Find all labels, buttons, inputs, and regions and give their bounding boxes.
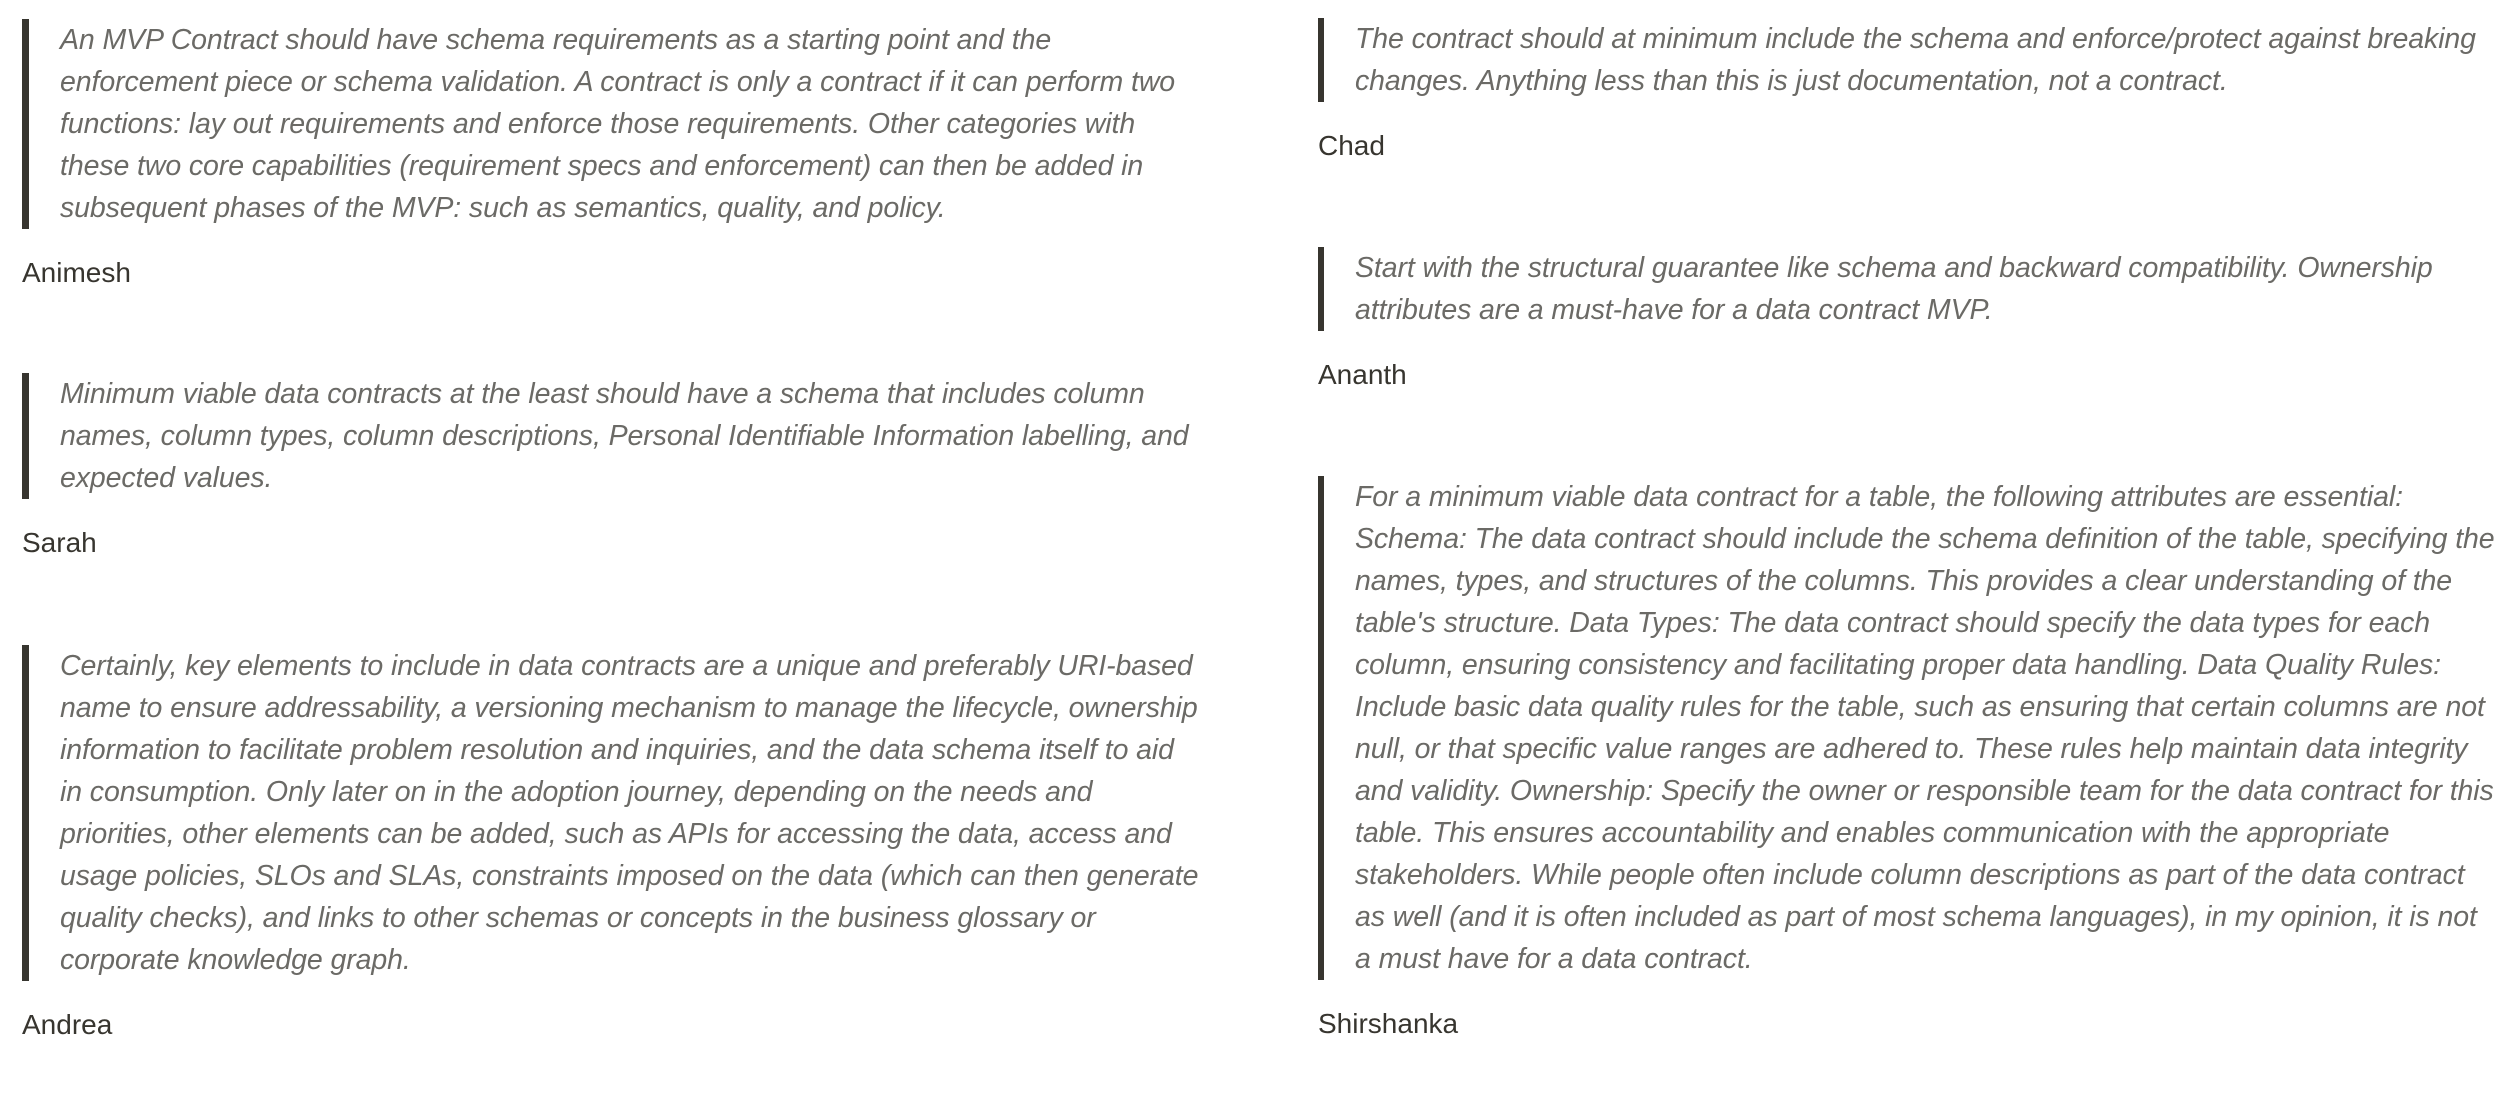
author-name: Chad	[1318, 130, 1385, 161]
testimonial-andrea	[22, 645, 1202, 1039]
quote-block: Minimum viable data contracts at the least should have a schema that includes column names, column types, column descriptions, Personal Identifiable Information labelling, and expected values.	[22, 373, 1202, 499]
author-name: Animesh	[22, 257, 131, 288]
quote-block: Start with the structural guarantee like schema and backward compatibility. Ownership attributes are a must-have for a data contract MVP.	[1318, 247, 2498, 331]
quote-block: For a minimum viable data contract for a table, the following attributes are essential: Schema: The data contract should include the schema definition of the table, specifying the names, types, and structures of the columns. This provides a clear understanding of the table's structure. Data Types: The data contract should specify the data types for each column, ensuring consistency and facilitating proper data handling. Data Quality Rules: Include basic data quality rules for the table, such as ensuring that certain columns are not null, or that specific value ranges are adhered to. These rules help maintain data integrity and validity. Ownership: Specify the owner or responsible team for the data contract for this table. This ensures accountability and enables communication with the appropriate stakeholders. While people often include column descriptions as part of the data contract as well (and it is often included as part of most schema languages), in my opinion, it is not a must have for a data contract.	[1318, 476, 2498, 980]
testimonial-sarah	[22, 373, 1202, 557]
testimonial-shirshanka	[1318, 476, 2498, 1038]
quote-block: An MVP Contract should have schema requirements as a starting point and the enforcement piece or schema validation. A contract is only a contract if it can perform two functions: lay out requirements and enforce those requirements. Other categories with these two core capabilities (requirement specs and enforcement) can then be added in subsequent phases of the MVP: such as semantics, quality, and policy.	[22, 19, 1202, 229]
quote-block: The contract should at minimum include the schema and enforce/protect against breaking changes. Anything less than this is just documentation, not a contract.	[1318, 18, 2498, 102]
testimonial-chad	[1318, 18, 2498, 160]
quote-block: Certainly, key elements to include in data contracts are a unique and preferably URI-based name to ensure addressability, a versioning mechanism to manage the lifecycle, ownership information to facilitate problem resolution and inquiries, and the data schema itself to aid in consumption. Only later on in the adoption journey, depending on the needs and priorities, other elements can be added, such as APIs for accessing the data, access and usage policies, SLOs and SLAs, constraints imposed on the data (which can then generate quality checks), and links to other schemas or concepts in the business glossary or corporate knowledge graph.	[22, 645, 1202, 981]
author-name: Andrea	[22, 1009, 113, 1040]
author-name: Shirshanka	[1318, 1008, 1459, 1039]
testimonial-ananth	[1318, 247, 2498, 389]
author-name: Ananth	[1318, 359, 1407, 390]
author-name: Sarah	[22, 527, 97, 558]
testimonial-animesh	[22, 19, 1202, 287]
